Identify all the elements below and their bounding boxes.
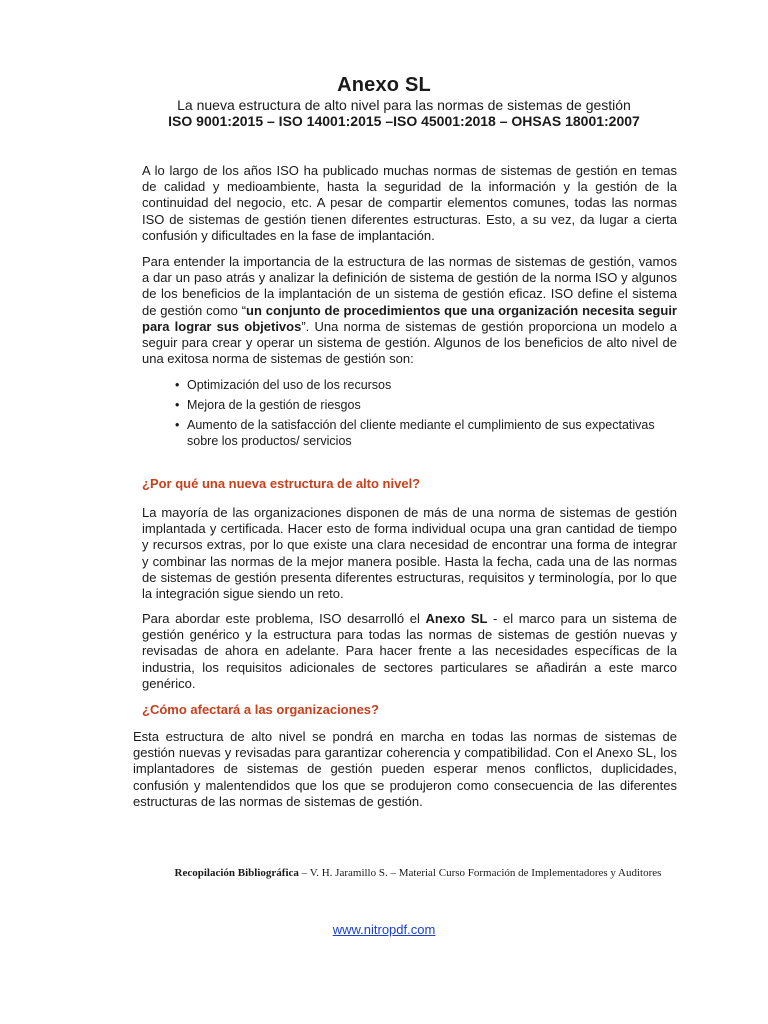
- iso-definition-bold: un conjunto de procedimientos que una organización necesita seguir para lograr sus objetivos: [142, 302, 677, 334]
- page-subtitle: La nueva estructura de alto nivel para las normas de sistemas de gestión: [177, 97, 631, 113]
- section1-paragraph-2: [142, 611, 677, 692]
- footer-text: – V. H. Jaramillo S. – Material Curso Formación de Implementadores y Auditores: [298, 867, 662, 879]
- list-item: • Mejora de la gestión de riesgos: [173, 397, 677, 413]
- footer-label: Recopilación Bibliográfica: [174, 867, 299, 879]
- anexo-sl-bold: Anexo SL: [425, 611, 488, 626]
- section2-paragraph-1: Esta estructura de alto nivel se pondrá en marcha en todas las normas de sistemas de gestión nuevas y revisadas para garantizar coherencia y compatibilidad. Con el Anexo SL, los implantadores de sistemas de gestión pueden esperar menos conflictos, duplicidades, confusión y malentendidos que los que se produjeron como consecuencia de las diferentes estructuras de las normas de sistemas de gestión.: [133, 729, 677, 809]
- nitropdf-link[interactable]: www.nitropdf.com: [332, 922, 436, 937]
- list-item: • Optimización del uso de los recursos: [173, 377, 677, 393]
- iso-standards-line: ISO 9001:2015 – ISO 14001:2015 –ISO 45001:2018 – OHSAS 18001:2007: [168, 113, 640, 129]
- page-title: Anexo SL: [337, 74, 431, 96]
- section1-paragraph-2-text-b: - el marco para un sistema de gestión genérico y la estructura para todas las normas de sistemas de gestión nuevas y revisadas de ahora en adelante. Para hacer frente a las necesidades específicas de la industria, los requisitos adicionales de sectores particulares se añadirán a este marco genérico.: [142, 611, 677, 691]
- list-item: • Aumento de la satisfacción del cliente mediante el cumplimiento de sus expectativas sobre los productos/ servicios: [173, 417, 677, 449]
- footer-citation: [0, 867, 768, 879]
- section1-paragraph-1: La mayoría de las organizaciones disponen de más de una norma de sistemas de gestión implantada y certificada. Hacer esto de forma individual ocupa una gran cantidad de tiempo y recursos extras, por lo que existe una clara necesidad de encontrar una forma de integrar y combinar las normas de la mejor manera posible. Hasta la fecha, cada una de las normas de sistemas de gestión presenta diferentes estructuras, requisitos y terminología, por lo que la integración sigue siendo un reto.: [142, 505, 677, 602]
- section-heading-how: ¿Cómo afectará a las organizaciones?: [142, 702, 379, 717]
- section1-paragraph-2-text-a: Para abordar este problema, ISO desarrolló el: [142, 611, 426, 626]
- intro-paragraph-2-text-b: ”. Una norma de sistemas de gestión proporciona un modelo a seguir para crear y operar un sistema de gestión. Algunos de los beneficios de alto nivel de una exitosa norma de sistemas de gestión son:: [142, 318, 677, 367]
- benefits-list: [173, 377, 677, 453]
- intro-paragraph-1: A lo largo de los años ISO ha publicado muchas normas de sistemas de gestión en temas de calidad y medioambiente, hasta la seguridad de la información y la gestión de la continuidad del negocio, etc. A pesar de compartir elementos comunes, todas las normas ISO de sistemas de gestión tienen diferentes estructuras. Esto, a su vez, da lugar a cierta confusión y dificultades en la fase de implantación.: [142, 163, 677, 243]
- section-heading-why: ¿Por qué una nueva estructura de alto nivel?: [142, 476, 421, 491]
- intro-paragraph-2: [142, 254, 677, 367]
- intro-paragraph-2-text-a: Para entender la importancia de la estructura de las normas de sistemas de gestión, vamos a dar un paso atrás y analizar la definición de sistema de gestión de la norma ISO y algunos de los beneficios de la implantación de un sistema de gestión eficaz. ISO define el sistema de gestión como “: [142, 254, 677, 318]
